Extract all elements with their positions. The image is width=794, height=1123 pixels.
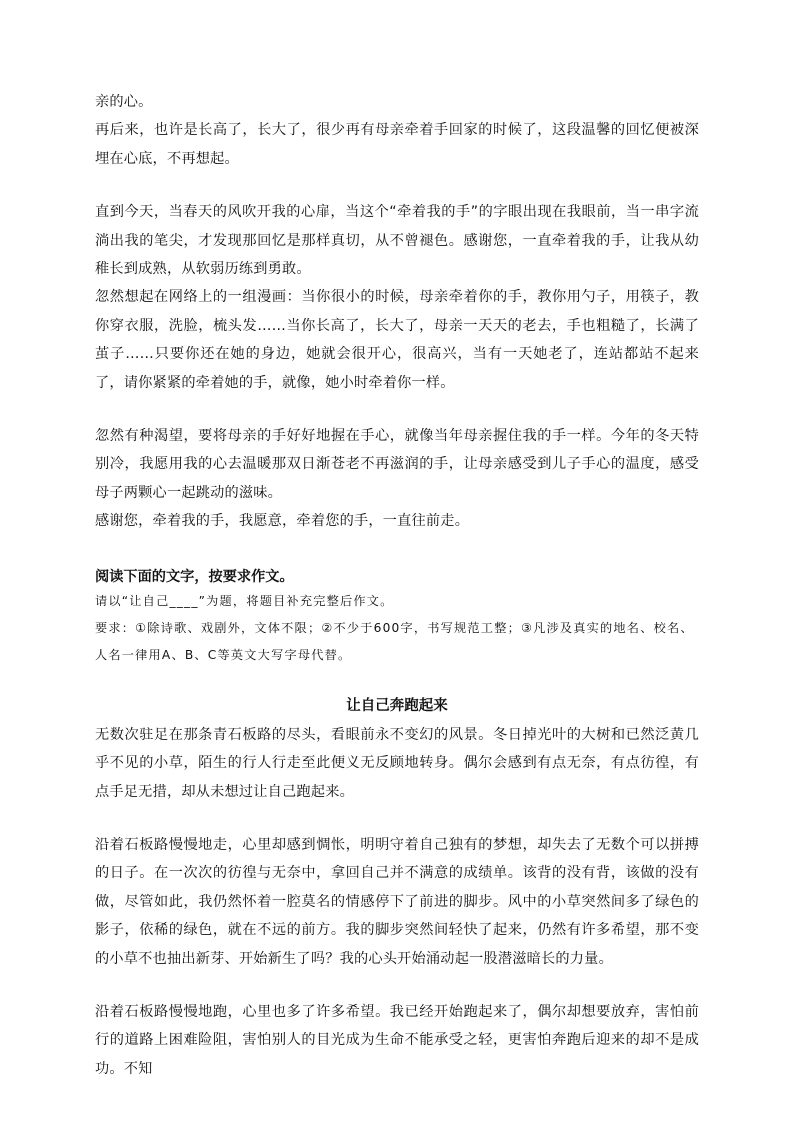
section-gap (95, 669, 699, 691)
paragraph: 再后来，也许是长高了，长大了，很少再有母亲牵着手回家的时候了，这段温馨的回忆便被深埋在心底，不再想起。 (95, 122, 699, 167)
essay-title: 让自己奔跑起来 (346, 697, 448, 714)
paragraph: 忽然想起在网络上的一组漫画：当你很小的时候，母亲牵着你的手，教你用勺子，用筷子，教你穿衣服，洗脸，梳头发……当你长高了，长大了，母亲一天天的老去，手也粗糙了，长满了茧子……只要你还在她的身边，她就会很开心，很高兴，当有一天她老了，连站都站不起来了，请你紧紧的牵着她的手，就像，她小时牵着你一样。 (95, 289, 699, 391)
task-prompt: 请以“让自己____”为题，将题目补充完整后作文。 (95, 593, 394, 608)
paragraph: 亲的心。 (95, 94, 153, 110)
paragraph-gap (95, 173, 699, 198)
paragraph: 感谢您，牵着我的手，我愿意，牵着您的手，一直往前走。 (95, 513, 470, 530)
task-requirements: 要求：①除诗歌、戏剧外，文体不限；②不少于600字，书写规范工整；③凡涉及真实的地名、校名、人名一律用A、B、C等英文大写字母代替。 (95, 620, 694, 662)
paragraph-gap (95, 397, 699, 422)
paragraph: 无数次驻足在那条青石板路的尽头，看眼前永不变幻的风景。冬日掉光叶的大树和已然泛黄几乎不见的小草，陌生的行人行走至此便义无反顾地转身。偶尔会感到有点无奈，有点彷徨，有点手足无措，却从未想过让自己跑起来。 (95, 726, 699, 800)
task-heading: 阅读下面的文字，按要求作文。 (95, 568, 294, 585)
paragraph-gap (95, 806, 699, 831)
paragraph: 沿着石板路慢慢地跑，心里也多了许多希望。我已经开始跑起来了，偶尔却想要放弃，害怕前行的道路上困难险阻，害怕别人的目光成为生命不能承受之轻，更害怕奔跑后迎来的却不是成功。不知 (95, 1003, 699, 1077)
paragraph-gap (95, 973, 699, 998)
section-gap (95, 536, 699, 566)
paragraph: 沿着石板路慢慢地走，心里却感到惆怅，明明守着自己独有的梦想，却失去了无数个可以拼搏的日子。在一次次的彷徨与无奈中，拿回自己并不满意的成绩单。该背的没有背，该做的没有做，尽管如此，我仍然怀着一腔莫名的情感停下了前进的脚步。风中的小草突然间多了绿色的影子，依稀的绿色，就在不远的前方。我的脚步突然间轻快了起来，仍然有许多希望，那不变的小草不也抽出新芽、开始新生了吗？我的心头开始涌动起一股潜滋暗长的力量。 (95, 836, 699, 967)
paragraph: 直到今天，当春天的风吹开我的心扉，当这个“牵着我的手”的字眼出现在我眼前，当一串字流淌出我的笔尖，才发现那回忆是那样真切，从不曾褪色。感谢您，一直牵着我的手，让我从幼稚长到成熟，从软弱历练到勇敢。 (95, 204, 699, 278)
paragraph: 忽然有种渴望，要将母亲的手好好地握在手心，就像当年母亲握住我的手一样。今年的冬天特别冷，我愿用我的心去温暖那双日渐苍老不再滋润的手，让母亲感受到儿子手心的温度，感受母子两颗心一起跳动的滋味。 (95, 428, 699, 501)
document-page (95, 88, 699, 1083)
